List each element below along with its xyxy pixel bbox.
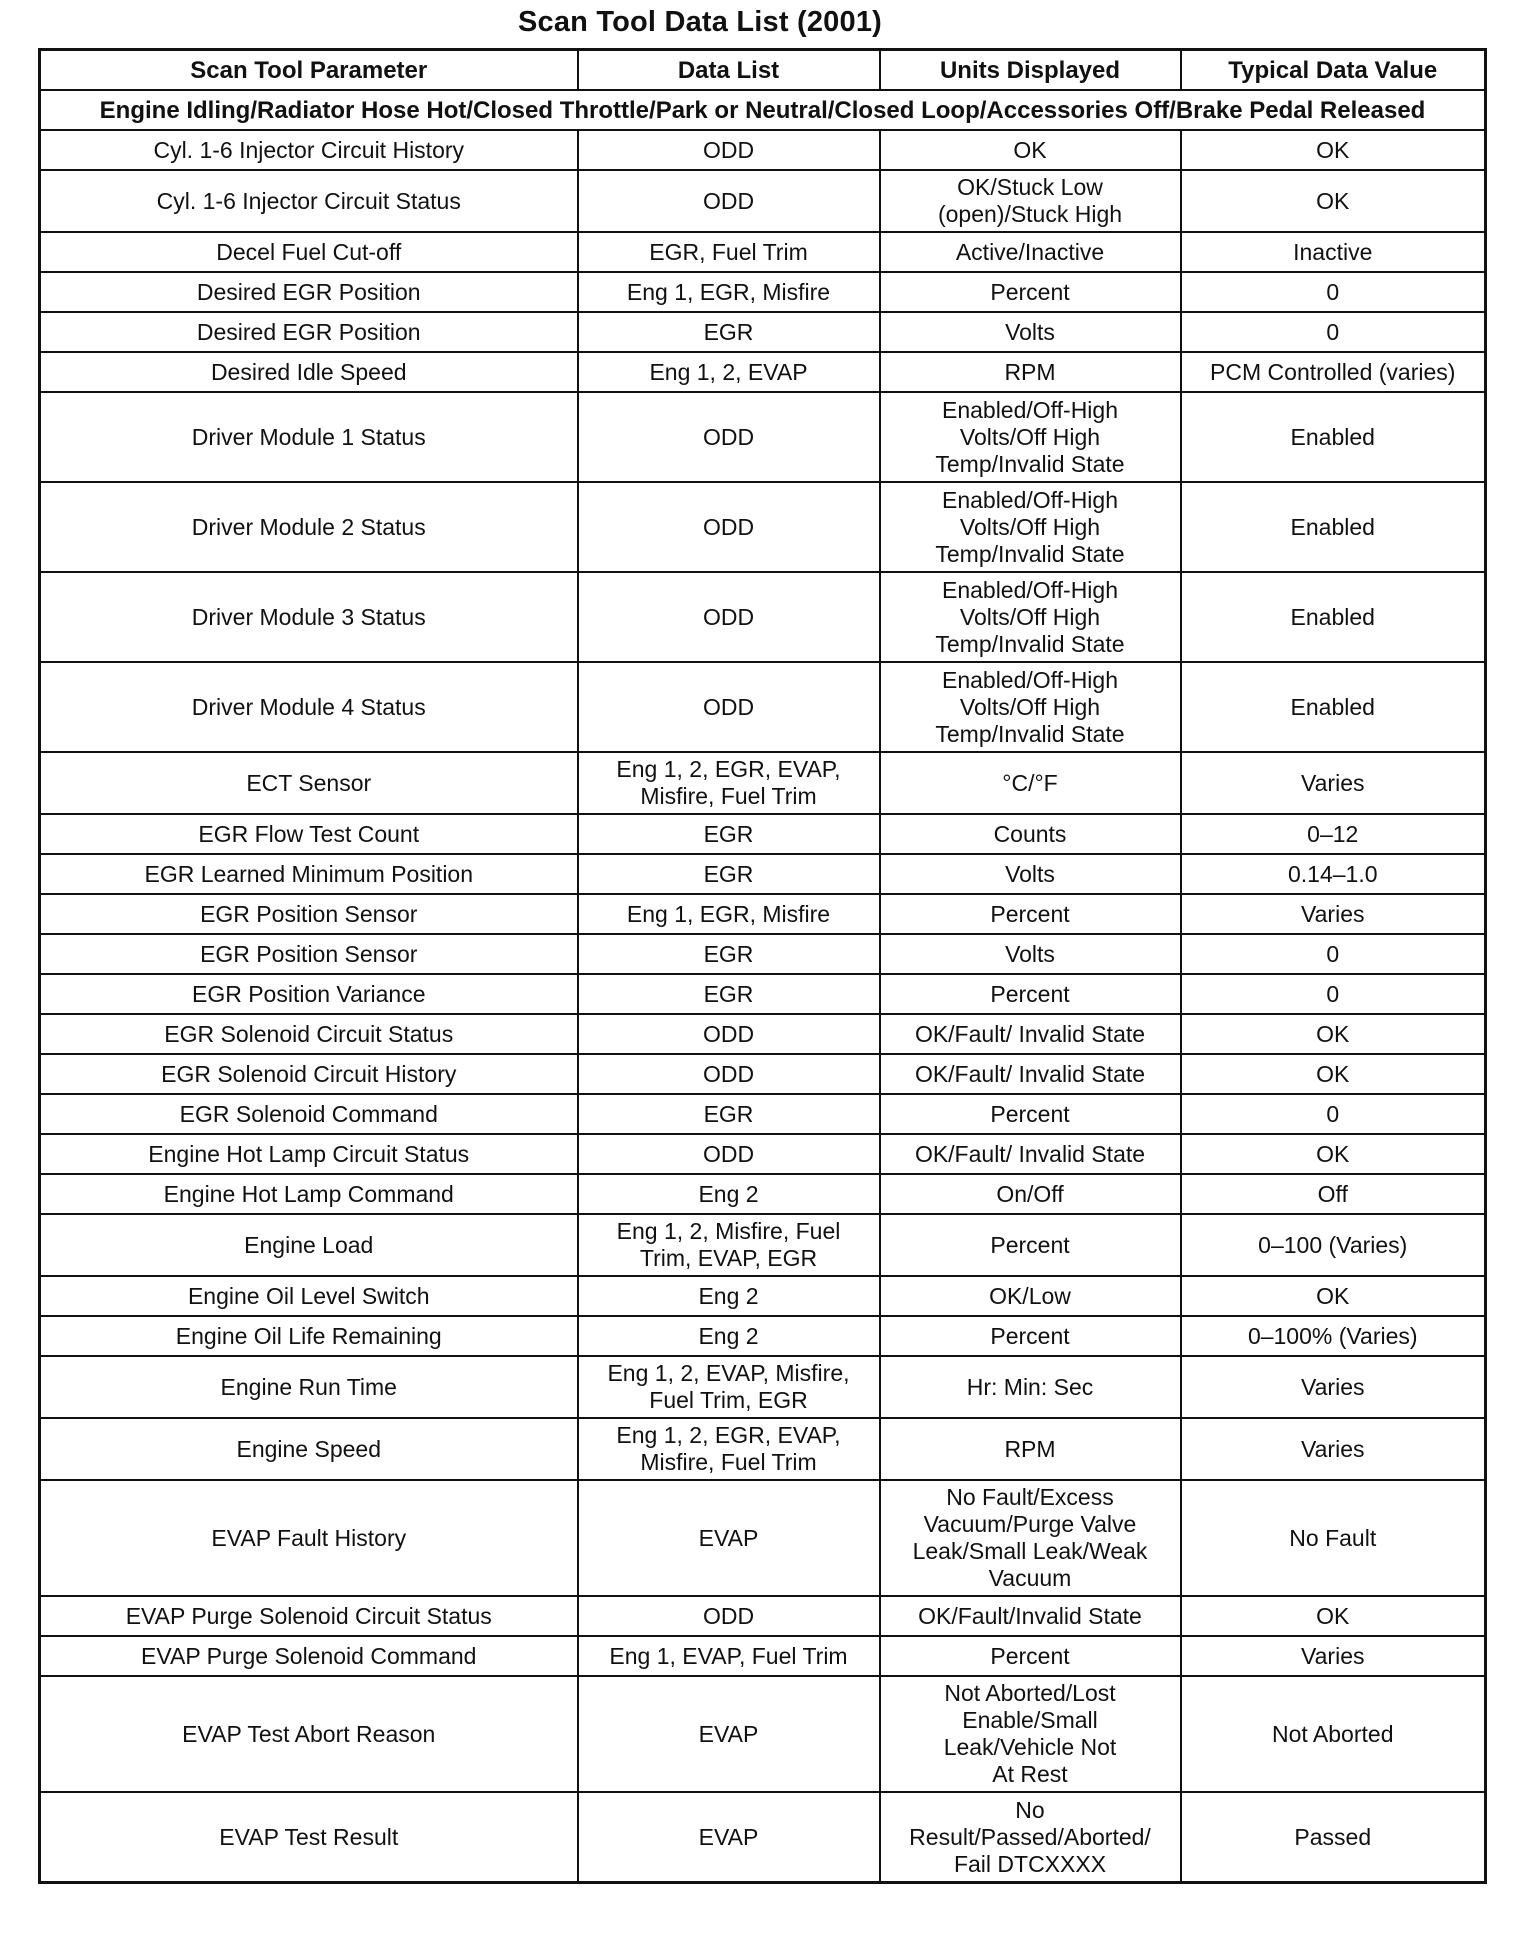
typical-value-cell: Enabled xyxy=(1181,662,1486,752)
parameter-cell: Cyl. 1-6 Injector Circuit Status xyxy=(40,170,578,232)
table-row xyxy=(40,1014,1486,1054)
units-cell: OK/Fault/ Invalid State xyxy=(880,1134,1181,1174)
parameter-cell: EGR Position Sensor xyxy=(40,934,578,974)
table-row xyxy=(40,1356,1486,1418)
parameter-cell: EGR Solenoid Command xyxy=(40,1094,578,1134)
table-row xyxy=(40,1094,1486,1134)
data-list-cell: Eng 1, EGR, Misfire xyxy=(578,894,880,934)
data-list-cell: Eng 1, 2, EVAP, Misfire, Fuel Trim, EGR xyxy=(578,1356,880,1418)
typical-value-cell: OK xyxy=(1181,1276,1486,1316)
units-cell: Not Aborted/Lost Enable/Small Leak/Vehicle Not At Rest xyxy=(880,1676,1181,1792)
units-cell: OK xyxy=(880,130,1181,170)
data-list-cell: Eng 1, EGR, Misfire xyxy=(578,272,880,312)
data-list-cell: EVAP xyxy=(578,1792,880,1883)
typical-value-cell: 0 xyxy=(1181,974,1486,1014)
units-cell: Percent xyxy=(880,272,1181,312)
data-list-cell: ODD xyxy=(578,1014,880,1054)
column-header-data-list: Data List xyxy=(578,50,880,91)
parameter-cell: Engine Speed xyxy=(40,1418,578,1480)
parameter-cell: Driver Module 3 Status xyxy=(40,572,578,662)
parameter-cell: Desired EGR Position xyxy=(40,272,578,312)
table-row xyxy=(40,1792,1486,1883)
typical-value-cell: 0 xyxy=(1181,272,1486,312)
condition-row xyxy=(40,90,1486,130)
table-row xyxy=(40,974,1486,1014)
table-row xyxy=(40,572,1486,662)
typical-value-cell: OK xyxy=(1181,1134,1486,1174)
table-row xyxy=(40,1480,1486,1596)
parameter-cell: EVAP Test Result xyxy=(40,1792,578,1883)
data-list-cell: Eng 1, EVAP, Fuel Trim xyxy=(578,1636,880,1676)
table-row xyxy=(40,482,1486,572)
parameter-cell: Engine Oil Life Remaining xyxy=(40,1316,578,1356)
data-list-cell: ODD xyxy=(578,130,880,170)
column-header-typical-value: Typical Data Value xyxy=(1181,50,1486,91)
parameter-cell: EGR Solenoid Circuit History xyxy=(40,1054,578,1094)
units-cell: Counts xyxy=(880,814,1181,854)
data-list-cell: Eng 1, 2, EGR, EVAP, Misfire, Fuel Trim xyxy=(578,1418,880,1480)
parameter-cell: Engine Oil Level Switch xyxy=(40,1276,578,1316)
parameter-cell: Driver Module 2 Status xyxy=(40,482,578,572)
units-cell: Percent xyxy=(880,974,1181,1014)
parameter-cell: Engine Run Time xyxy=(40,1356,578,1418)
typical-value-cell: 0 xyxy=(1181,1094,1486,1134)
data-list-cell: Eng 1, 2, EVAP xyxy=(578,352,880,392)
units-cell: No Fault/Excess Vacuum/Purge Valve Leak/Small Leak/Weak Vacuum xyxy=(880,1480,1181,1596)
parameter-cell: EGR Learned Minimum Position xyxy=(40,854,578,894)
table-row xyxy=(40,1418,1486,1480)
units-cell: Volts xyxy=(880,854,1181,894)
table-row xyxy=(40,1276,1486,1316)
units-cell: OK/Fault/ Invalid State xyxy=(880,1054,1181,1094)
parameter-cell: Desired EGR Position xyxy=(40,312,578,352)
typical-value-cell: Inactive xyxy=(1181,232,1486,272)
table-row xyxy=(40,1676,1486,1792)
typical-value-cell: Varies xyxy=(1181,1636,1486,1676)
data-list-cell: EVAP xyxy=(578,1480,880,1596)
column-header-units: Units Displayed xyxy=(880,50,1181,91)
table-row xyxy=(40,392,1486,482)
units-cell: RPM xyxy=(880,352,1181,392)
data-list-cell: ODD xyxy=(578,392,880,482)
data-list-cell: EGR xyxy=(578,1094,880,1134)
table-row xyxy=(40,662,1486,752)
typical-value-cell: Off xyxy=(1181,1174,1486,1214)
data-list-cell: EGR xyxy=(578,974,880,1014)
typical-value-cell: Varies xyxy=(1181,1356,1486,1418)
typical-value-cell: Varies xyxy=(1181,752,1486,814)
table-row xyxy=(40,1054,1486,1094)
table-row xyxy=(40,272,1486,312)
typical-value-cell: 0–12 xyxy=(1181,814,1486,854)
units-cell: Hr: Min: Sec xyxy=(880,1356,1181,1418)
units-cell: Volts xyxy=(880,312,1181,352)
table-row xyxy=(40,934,1486,974)
parameter-cell: EVAP Purge Solenoid Circuit Status xyxy=(40,1596,578,1636)
data-list-cell: ODD xyxy=(578,662,880,752)
table-row xyxy=(40,894,1486,934)
table-row xyxy=(40,1596,1486,1636)
data-list-cell: Eng 2 xyxy=(578,1276,880,1316)
data-list-cell: EGR xyxy=(578,814,880,854)
data-list-cell: ODD xyxy=(578,482,880,572)
parameter-cell: Engine Load xyxy=(40,1214,578,1276)
data-list-cell: ODD xyxy=(578,170,880,232)
table-row xyxy=(40,232,1486,272)
table-row xyxy=(40,1174,1486,1214)
units-cell: RPM xyxy=(880,1418,1181,1480)
table-row xyxy=(40,1214,1486,1276)
table-row xyxy=(40,130,1486,170)
parameter-cell: EVAP Fault History xyxy=(40,1480,578,1596)
header-row xyxy=(40,50,1486,91)
typical-value-cell: 0 xyxy=(1181,312,1486,352)
typical-value-cell: Enabled xyxy=(1181,572,1486,662)
data-list-cell: ODD xyxy=(578,572,880,662)
table-row xyxy=(40,352,1486,392)
data-list-cell: ODD xyxy=(578,1134,880,1174)
table-row xyxy=(40,1316,1486,1356)
typical-value-cell: Not Aborted xyxy=(1181,1676,1486,1792)
units-cell: Percent xyxy=(880,1214,1181,1276)
typical-value-cell: No Fault xyxy=(1181,1480,1486,1596)
data-list-cell: EVAP xyxy=(578,1676,880,1792)
units-cell: Percent xyxy=(880,1316,1181,1356)
typical-value-cell: Enabled xyxy=(1181,392,1486,482)
data-list-cell: EGR xyxy=(578,854,880,894)
typical-value-cell: 0–100% (Varies) xyxy=(1181,1316,1486,1356)
typical-value-cell: OK xyxy=(1181,1054,1486,1094)
parameter-cell: Driver Module 4 Status xyxy=(40,662,578,752)
typical-value-cell: Varies xyxy=(1181,1418,1486,1480)
units-cell: Enabled/Off-High Volts/Off High Temp/Invalid State xyxy=(880,392,1181,482)
data-list-cell: EGR xyxy=(578,312,880,352)
units-cell: OK/Fault/Invalid State xyxy=(880,1596,1181,1636)
table-row xyxy=(40,752,1486,814)
typical-value-cell: Passed xyxy=(1181,1792,1486,1883)
units-cell: OK/Fault/ Invalid State xyxy=(880,1014,1181,1054)
typical-value-cell: Varies xyxy=(1181,894,1486,934)
parameter-cell: EGR Flow Test Count xyxy=(40,814,578,854)
data-list-cell: EGR, Fuel Trim xyxy=(578,232,880,272)
parameter-cell: ECT Sensor xyxy=(40,752,578,814)
typical-value-cell: OK xyxy=(1181,1014,1486,1054)
typical-value-cell: PCM Controlled (varies) xyxy=(1181,352,1486,392)
data-list-cell: Eng 2 xyxy=(578,1316,880,1356)
parameter-cell: EGR Solenoid Circuit Status xyxy=(40,1014,578,1054)
units-cell: Active/Inactive xyxy=(880,232,1181,272)
units-cell: Percent xyxy=(880,1636,1181,1676)
parameter-cell: Engine Hot Lamp Command xyxy=(40,1174,578,1214)
test-condition: Engine Idling/Radiator Hose Hot/Closed Throttle/Park or Neutral/Closed Loop/Accessories Off/Brake Pedal Released xyxy=(40,90,1486,130)
parameter-cell: Driver Module 1 Status xyxy=(40,392,578,482)
table-row xyxy=(40,1134,1486,1174)
data-list-cell: ODD xyxy=(578,1596,880,1636)
data-list-cell: EGR xyxy=(578,934,880,974)
data-list-cell: Eng 1, 2, Misfire, Fuel Trim, EVAP, EGR xyxy=(578,1214,880,1276)
table-row xyxy=(40,814,1486,854)
data-list-cell: Eng 2 xyxy=(578,1174,880,1214)
data-list-cell: Eng 1, 2, EGR, EVAP, Misfire, Fuel Trim xyxy=(578,752,880,814)
units-cell: OK/Stuck Low (open)/Stuck High xyxy=(880,170,1181,232)
units-cell: Enabled/Off-High Volts/Off High Temp/Invalid State xyxy=(880,572,1181,662)
typical-value-cell: 0–100 (Varies) xyxy=(1181,1214,1486,1276)
typical-value-cell: 0 xyxy=(1181,934,1486,974)
units-cell: On/Off xyxy=(880,1174,1181,1214)
table-row xyxy=(40,1636,1486,1676)
parameter-cell: EGR Position Sensor xyxy=(40,894,578,934)
units-cell: OK/Low xyxy=(880,1276,1181,1316)
typical-value-cell: OK xyxy=(1181,1596,1486,1636)
scan-tool-data-table xyxy=(38,48,1487,1884)
table-row xyxy=(40,312,1486,352)
units-cell: Volts xyxy=(880,934,1181,974)
data-list-cell: ODD xyxy=(578,1054,880,1094)
page-title: Scan Tool Data List (2001) xyxy=(517,6,883,38)
typical-value-cell: OK xyxy=(1181,130,1486,170)
units-cell: °C/°F xyxy=(880,752,1181,814)
parameter-cell: EVAP Purge Solenoid Command xyxy=(40,1636,578,1676)
parameter-cell: Cyl. 1-6 Injector Circuit History xyxy=(40,130,578,170)
parameter-cell: Engine Hot Lamp Circuit Status xyxy=(40,1134,578,1174)
table-row xyxy=(40,170,1486,232)
typical-value-cell: Enabled xyxy=(1181,482,1486,572)
units-cell: No Result/Passed/Aborted/ Fail DTCXXXX xyxy=(880,1792,1181,1883)
parameter-cell: EGR Position Variance xyxy=(40,974,578,1014)
units-cell: Percent xyxy=(880,894,1181,934)
parameter-cell: Desired Idle Speed xyxy=(40,352,578,392)
column-header-parameter: Scan Tool Parameter xyxy=(40,50,578,91)
parameter-cell: Decel Fuel Cut-off xyxy=(40,232,578,272)
table-row xyxy=(40,854,1486,894)
parameter-cell: EVAP Test Abort Reason xyxy=(40,1676,578,1792)
units-cell: Enabled/Off-High Volts/Off High Temp/Invalid State xyxy=(880,662,1181,752)
typical-value-cell: OK xyxy=(1181,170,1486,232)
units-cell: Percent xyxy=(880,1094,1181,1134)
typical-value-cell: 0.14–1.0 xyxy=(1181,854,1486,894)
units-cell: Enabled/Off-High Volts/Off High Temp/Invalid State xyxy=(880,482,1181,572)
